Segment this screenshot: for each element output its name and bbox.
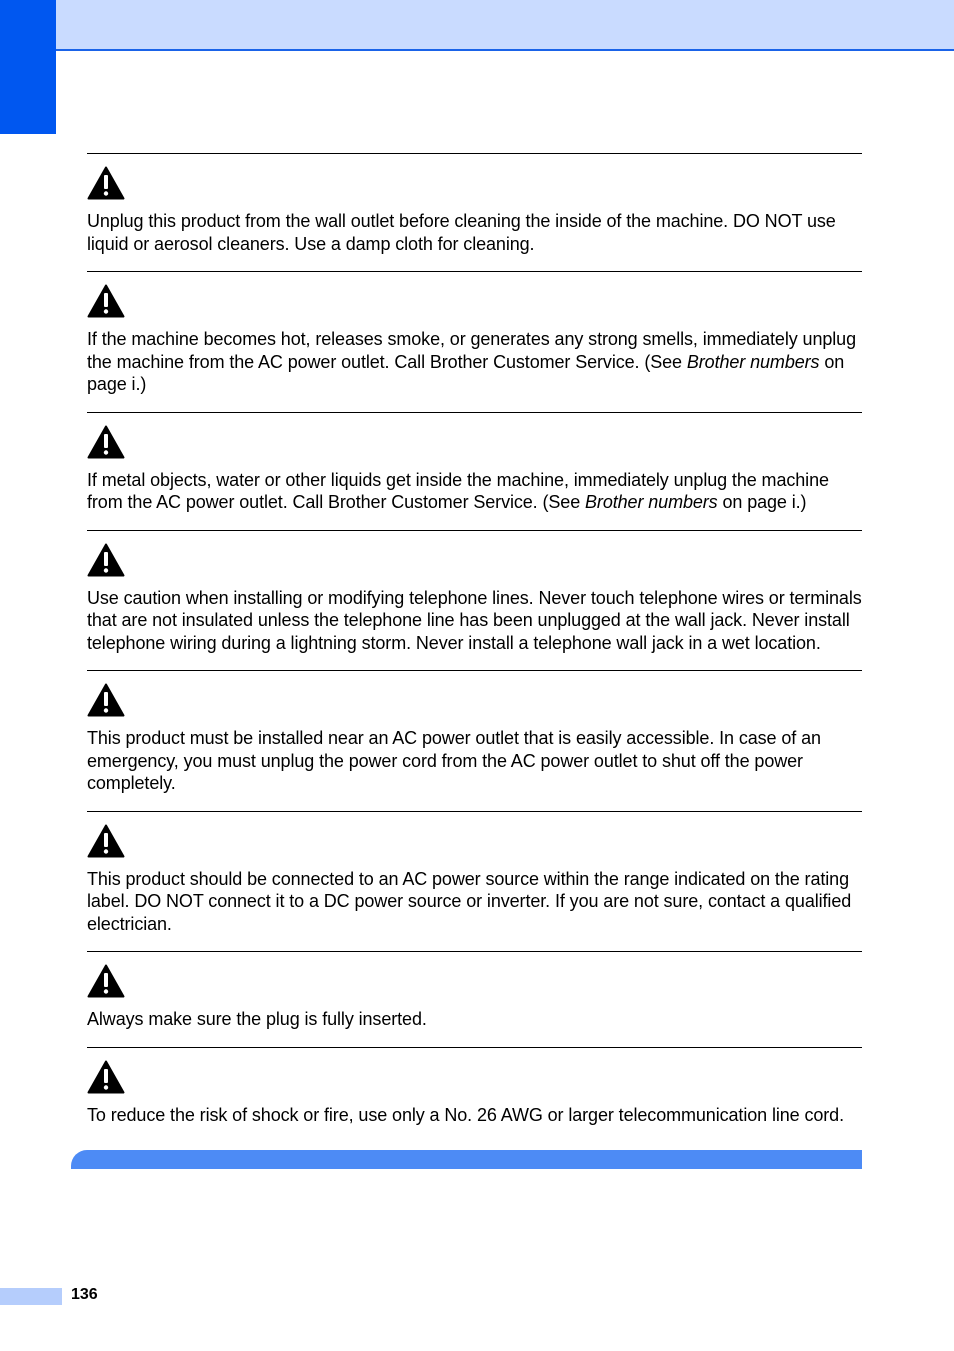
footer-tab <box>0 1288 62 1305</box>
warning-triangle-icon <box>87 964 125 998</box>
warning-item <box>87 530 862 671</box>
warning-item <box>87 271 862 412</box>
warning-triangle-icon <box>87 824 125 858</box>
warning-triangle-icon <box>87 166 125 200</box>
warning-triangle-icon <box>87 425 125 459</box>
warning-list <box>87 153 862 1142</box>
header-band <box>0 0 954 51</box>
warning-text: Always make sure the plug is fully inserted. <box>87 1009 427 1029</box>
page-number: 136 <box>71 1286 98 1303</box>
warning-item <box>87 951 862 1047</box>
warning-item <box>87 153 862 271</box>
warning-triangle-icon <box>87 683 125 717</box>
warning-item <box>87 670 862 811</box>
warning-item <box>87 811 862 952</box>
chapter-tab <box>0 0 56 134</box>
warning-text: To reduce the risk of shock or fire, use only a No. 26 AWG or larger telecommunication line cord. <box>87 1104 844 1125</box>
warning-text: If the machine becomes hot, releases smoke, or generates any strong smells, immediately unplug the machine from the AC power outlet. Call Brother Customer Service. (See Brother numbers on page i.) <box>87 329 856 394</box>
warning-text: Use caution when installing or modifying telephone lines. Never touch telephone wires or terminals that are not insulated unless the telephone line has been unplugged at the wall jack. Never install telephone wiring during a lightning storm. Never install a telephone wall jack in a wet location. <box>87 587 862 653</box>
section-end-bar <box>71 1150 862 1169</box>
warning-item <box>87 1047 862 1143</box>
reference-link: Brother numbers <box>585 492 718 512</box>
warning-triangle-icon <box>87 1060 125 1094</box>
warning-text: This product must be installed near an AC power outlet that is easily accessible. In case of an emergency, you must unplug the power cord from the AC power outlet to shut off the power completely. <box>87 728 821 793</box>
warning-text: If metal objects, water or other liquids get inside the machine, immediately unplug the machine from the AC power outlet. Call Brother Customer Service. (See Brother numbers on page i.) <box>87 469 829 512</box>
warning-triangle-icon <box>87 543 125 577</box>
warning-text: This product should be connected to an AC power source within the range indicated on the rating label. DO NOT connect it to a DC power source or inverter. If you are not sure, contact a qualified electrician. <box>87 868 852 934</box>
warning-item <box>87 412 862 530</box>
reference-link: Brother numbers <box>686 351 820 372</box>
warning-triangle-icon <box>87 284 125 318</box>
warning-text: Unplug this product from the wall outlet before cleaning the inside of the machine. DO NOT use liquid or aerosol cleaners. Use a damp cloth for cleaning. <box>87 211 836 254</box>
